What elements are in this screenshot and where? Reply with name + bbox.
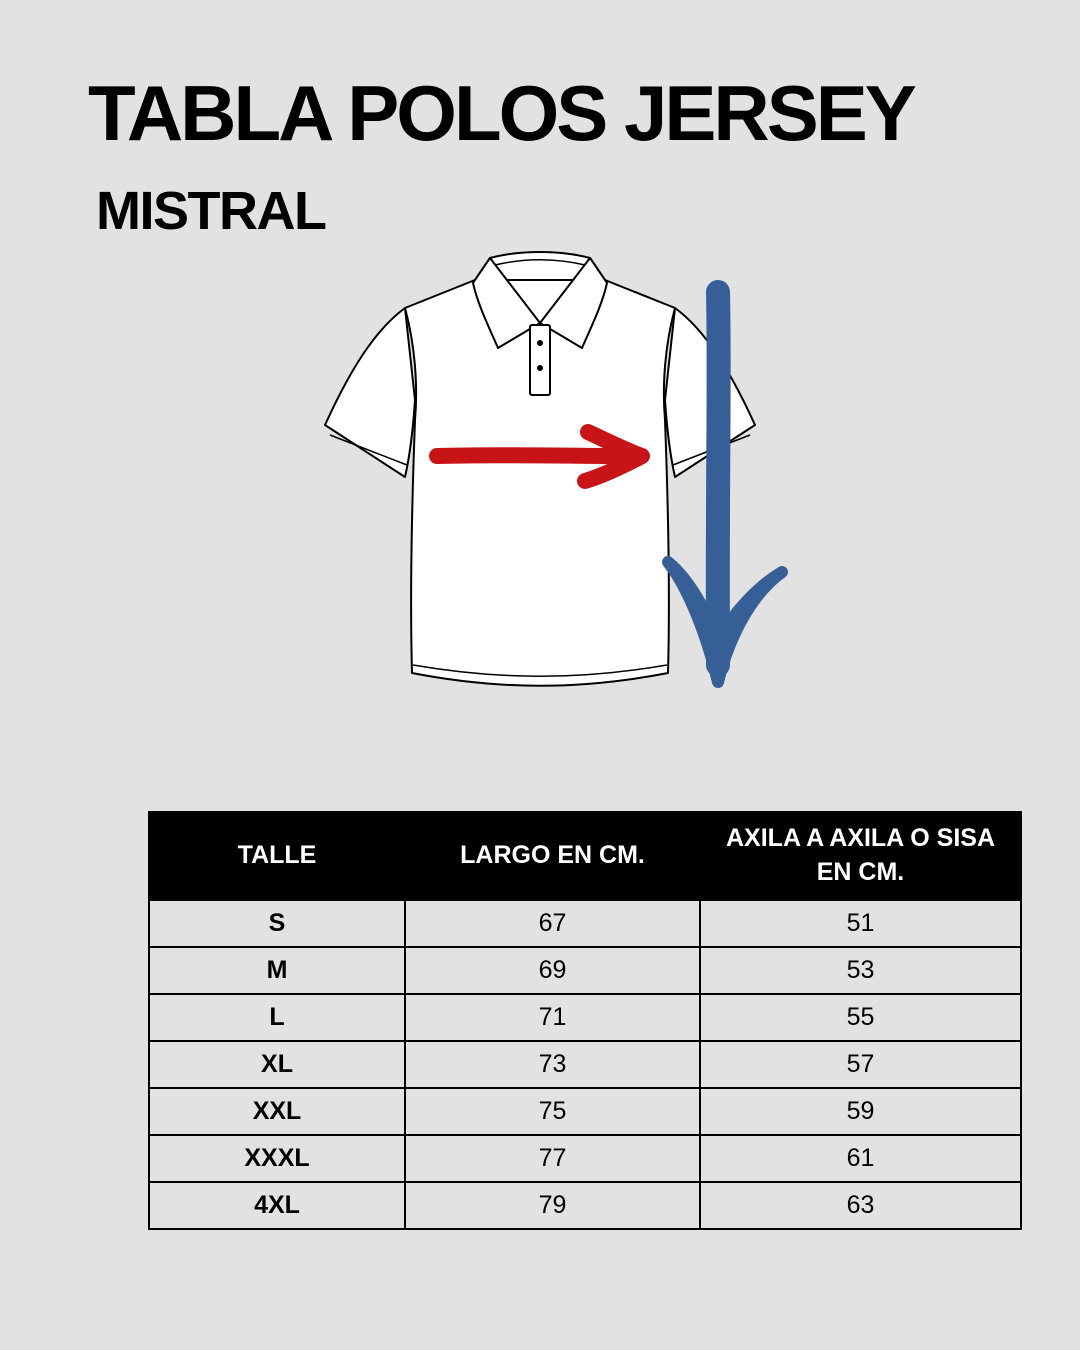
cell-largo: 67 xyxy=(405,900,700,947)
cell-talle: XL xyxy=(149,1041,405,1088)
table-row xyxy=(149,900,1021,947)
cell-axila: 61 xyxy=(700,1135,1021,1182)
cell-largo: 77 xyxy=(405,1135,700,1182)
polo-shirt-icon xyxy=(325,252,755,686)
header-axila: AXILA A AXILA O SISA EN CM. xyxy=(700,812,1021,900)
cell-axila: 63 xyxy=(700,1182,1021,1229)
table-row xyxy=(149,1182,1021,1229)
cell-axila: 57 xyxy=(700,1041,1021,1088)
table-row xyxy=(149,947,1021,994)
cell-largo: 75 xyxy=(405,1088,700,1135)
table-row xyxy=(149,1041,1021,1088)
table-row xyxy=(149,994,1021,1041)
cell-largo: 69 xyxy=(405,947,700,994)
cell-talle: L xyxy=(149,994,405,1041)
cell-axila: 51 xyxy=(700,900,1021,947)
cell-talle: S xyxy=(149,900,405,947)
cell-axila: 59 xyxy=(700,1088,1021,1135)
cell-talle: XXXL xyxy=(149,1135,405,1182)
cell-largo: 73 xyxy=(405,1041,700,1088)
table-row xyxy=(149,1088,1021,1135)
cell-largo: 79 xyxy=(405,1182,700,1229)
table-row xyxy=(149,1135,1021,1182)
size-table xyxy=(148,811,1022,1230)
page-subtitle: MISTRAL xyxy=(96,181,326,241)
page-title: TABLA POLOS JERSEY xyxy=(88,69,914,157)
cell-largo: 71 xyxy=(405,994,700,1041)
cell-talle: M xyxy=(149,947,405,994)
cell-axila: 55 xyxy=(700,994,1021,1041)
cell-talle: 4XL xyxy=(149,1182,405,1229)
header-talle: TALLE xyxy=(149,812,405,900)
header-largo: LARGO EN CM. xyxy=(405,812,700,900)
cell-talle: XXL xyxy=(149,1088,405,1135)
table-header-row xyxy=(149,812,1021,900)
polo-shirt-diagram xyxy=(300,240,820,700)
cell-axila: 53 xyxy=(700,947,1021,994)
